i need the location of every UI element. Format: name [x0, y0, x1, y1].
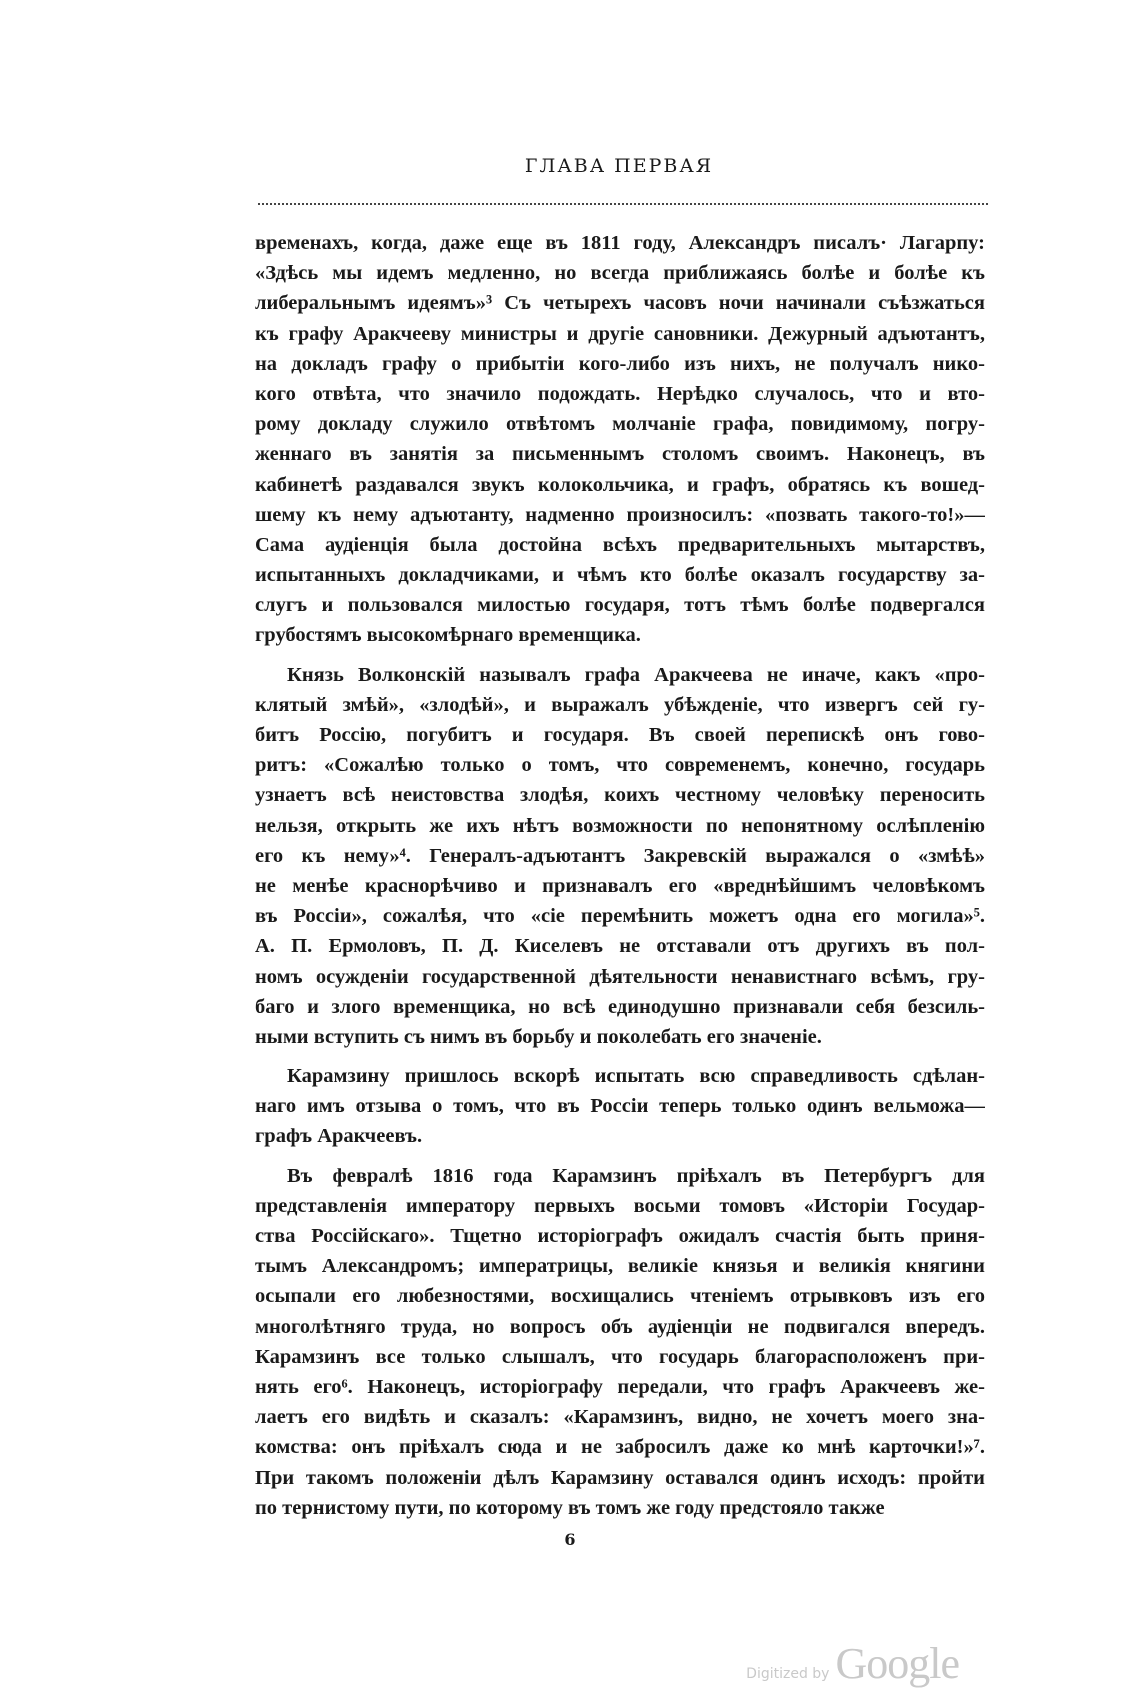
text-line: «Здѣсь мы идемъ медленно, но всегда приближаясь болѣе и болѣе къ: [255, 262, 985, 285]
text-line: въ Россіи», сожалѣя, что «сіе перемѣнить можетъ одна его могила»⁵.: [255, 905, 985, 928]
header-rule: [258, 203, 988, 205]
text-line: его къ нему»⁴. Генералъ-адъютантъ Закревскій выражался о «змѣѣ»: [255, 844, 985, 867]
text-line: Карамзину пришлось вскорѣ испытать всю справедливость сдѣлан-: [287, 1065, 985, 1088]
text-line: либеральнымъ идеямъ»³ Съ четырехъ часовъ ночи начинали съѣзжаться: [255, 292, 985, 315]
text-line: Сама аудіенція была достойна всѣхъ предварительныхъ мытарствъ,: [255, 533, 985, 556]
text-line: по тернистому пути, по которому въ томъ же году предстояло также: [255, 1496, 885, 1519]
text-line: комства: онъ пріѣхалъ сюда и не забросилъ даже ко мнѣ карточки!»⁷.: [255, 1436, 985, 1459]
text-line: многолѣтняго труда, но вопросъ объ аудіенціи не подвигался впередъ.: [255, 1315, 985, 1338]
text-line: ными вступить съ нимъ въ борьбу и поколебать его значеніе.: [255, 1025, 822, 1048]
chapter-title: ГЛАВА ПЕРВАЯ: [524, 155, 714, 177]
text-line: графъ Аракчеевъ.: [255, 1125, 423, 1148]
text-line: женнаго въ занятія за письменнымъ столомъ своимъ. Наконецъ, въ: [255, 443, 985, 466]
text-line: слугъ и пользовался милостью государя, тотъ тѣмъ болѣе подвергался: [255, 594, 985, 617]
paragraph: [255, 228, 985, 651]
paragraph: [255, 660, 985, 1052]
text-line: грубостямъ высокомѣрнаго временщика.: [255, 624, 641, 647]
text-line: При такомъ положеніи дѣлъ Карамзину оставался одинъ исходъ: пройти: [255, 1466, 985, 1489]
text-line: нять его⁶. Наконецъ, исторіографу передали, что графъ Аракчеевъ же-: [255, 1375, 985, 1398]
text-line: баго и злого временщика, но всѣ единодушно признавали себя безсиль-: [255, 995, 985, 1018]
text-line: Князь Волконскій называлъ графа Аракчеева не иначе, какъ «про-: [287, 663, 985, 686]
google-logo: Google: [835, 1639, 959, 1688]
text-line: шему къ нему адъютанту, надменно произносилъ: «позвать такого-то!»—: [255, 503, 985, 526]
text-line: рому докладу служило отвѣтомъ молчаніе графа, повидимому, погру-: [255, 413, 985, 436]
digitized-by-text: Digitized by: [746, 1666, 830, 1682]
text-line: номъ осужденіи государственной дѣятельности ненавистнаго всѣмъ, гру-: [255, 965, 985, 988]
paragraph: [255, 1161, 985, 1523]
text-line: битъ Россію, погубитъ и государя. Въ своей перепискѣ онъ гово-: [255, 724, 985, 746]
text-line: не менѣе краснорѣчиво и признавалъ его «вреднѣйшимъ человѣкомъ: [255, 874, 985, 897]
text-line: на докладъ графу о прибытіи кого-либо изъ нихъ, не получалъ нико-: [255, 352, 985, 375]
text-line: тымъ Александромъ; императрицы, великіе князья и великія княгини: [255, 1255, 985, 1278]
text-line: къ графу Аракчееву министры и другіе сановники. Дежурный адъютантъ,: [255, 322, 985, 345]
text-line: ритъ: «Сожалѣю только о томъ, что современемъ, конечно, государь: [255, 754, 985, 777]
page-number: 6: [564, 1530, 576, 1549]
text-line: клятый змѣй», «злодѣй», и выражалъ убѣжденіе, что извергъ сей гу-: [255, 693, 985, 716]
text-line: кабинетѣ раздавался звукъ колокольчика, и графъ, обратясь къ вошед-: [255, 473, 985, 496]
text-line: временахъ, когда, даже еще въ 1811 году, Александръ писалъ· Лагарпу:: [255, 232, 985, 254]
text-line: нельзя, открыть же ихъ нѣтъ возможности по непонятному ослѣпленію: [255, 814, 985, 837]
text-line: Карамзинъ все только слышалъ, что государь благорасположенъ при-: [255, 1345, 985, 1368]
text-line: представленія императору первыхъ восьми томовъ «Исторіи Государ-: [255, 1194, 985, 1217]
paragraph: [255, 1061, 985, 1152]
text-line: лаетъ его видѣть и сказалъ: «Карамзинъ, видно, не хочетъ моего зна-: [255, 1406, 985, 1429]
text-line: А. П. Ермоловъ, П. Д. Киселевъ не отставали отъ другихъ въ пол-: [255, 935, 985, 958]
text-line: испытанныхъ докладчиками, и чѣмъ кто болѣе оказалъ государству за-: [255, 564, 985, 587]
digitized-watermark: [746, 1638, 959, 1689]
text-line: кого отвѣта, что значило подождать. Нерѣдко случалось, что и вто-: [255, 382, 985, 405]
text-line: Въ февралѣ 1816 года Карамзинъ пріѣхалъ въ Петербургъ для: [287, 1164, 985, 1187]
text-line: ства Россійскаго». Тщетно исторіографъ ожидалъ счастія быть приня-: [255, 1225, 985, 1247]
text-line: узнаетъ всѣ неистовства злодѣя, коихъ честному человѣку переносить: [255, 784, 985, 807]
body-text: [255, 228, 985, 1532]
text-line: наго имъ отзыва о томъ, что въ Россіи теперь только одинъ вельможа—: [255, 1095, 985, 1118]
text-line: осыпали его любезностями, восхищались чтеніемъ отрывковъ изъ его: [255, 1285, 985, 1308]
